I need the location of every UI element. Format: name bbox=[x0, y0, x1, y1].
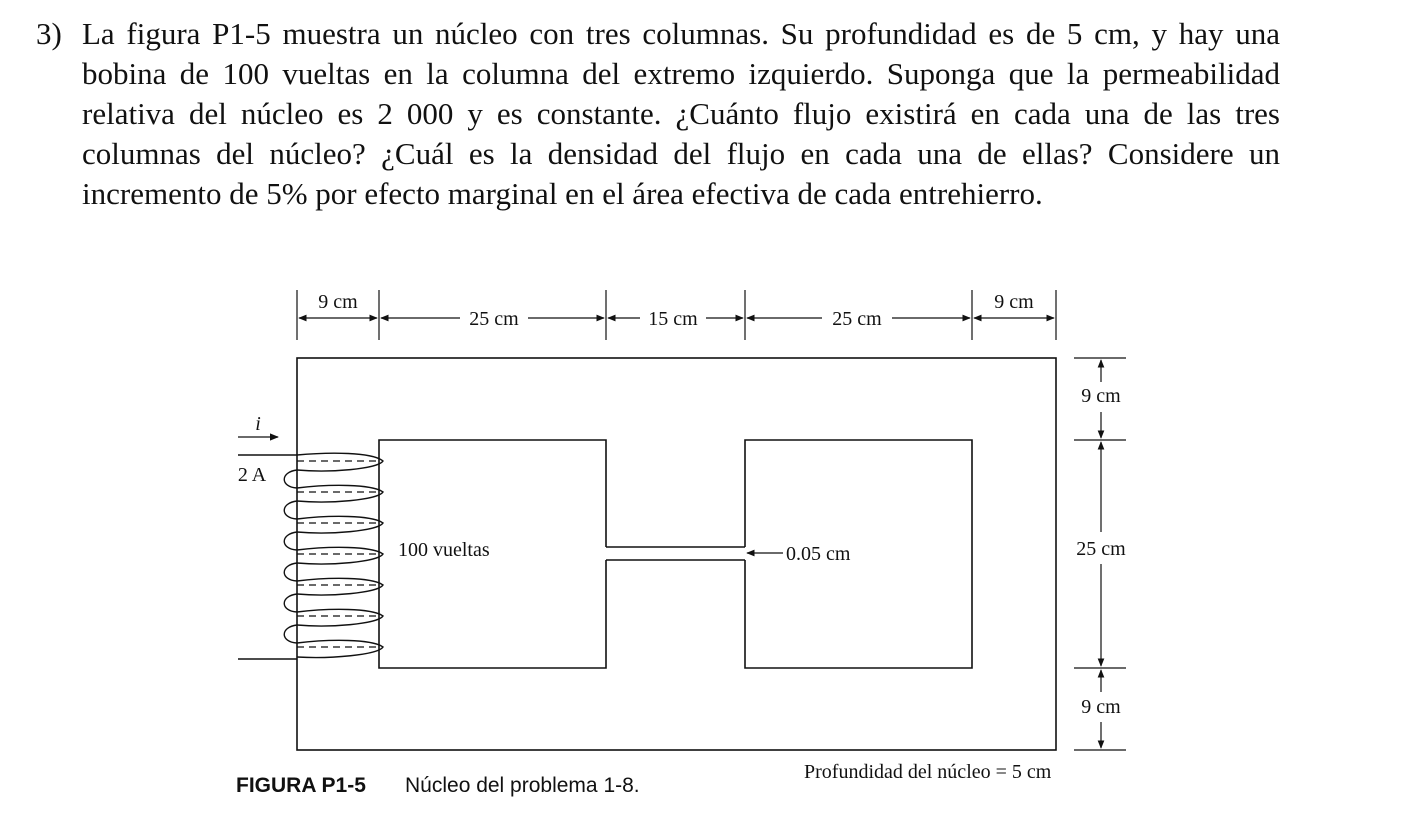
dim-top-center-leg: 15 cm bbox=[648, 308, 698, 330]
core-right-window bbox=[745, 440, 972, 668]
dim-top-left-window: 25 cm bbox=[469, 308, 519, 330]
coil-hidden-windings bbox=[297, 461, 379, 647]
problem-number: 3) bbox=[36, 16, 62, 51]
current-value: 2 A bbox=[237, 464, 267, 486]
dim-right-top-yoke: 9 cm bbox=[1081, 385, 1121, 407]
figure-caption-text: Núcleo del problema 1-8. bbox=[405, 774, 640, 797]
dim-top-left-leg: 9 cm bbox=[318, 291, 358, 313]
figure-caption-label: FIGURA P1-5 bbox=[236, 774, 366, 797]
current-symbol: i bbox=[255, 413, 261, 435]
dim-right-bottom-yoke: 9 cm bbox=[1081, 696, 1121, 718]
dim-top-right-window: 25 cm bbox=[832, 308, 882, 330]
gap-label: 0.05 cm bbox=[786, 543, 851, 565]
turns-label: 100 vueltas bbox=[398, 539, 490, 561]
dim-top-right-leg: 9 cm bbox=[994, 291, 1034, 313]
depth-note: Profundidad del núcleo = 5 cm bbox=[804, 761, 1052, 783]
problem-text: La figura P1-5 muestra un núcleo con tres columnas. Su profundidad es de 5 cm, y hay una bobina de 100 vueltas en la columna del extremo izquierdo. Suponga que la permeabilidad relativa del núcleo es 2 000 y es constante. ¿Cuánto flujo existirá en cada una de las tres columnas del núcleo? ¿Cuál es la densidad del flujo en cada una de ellas? Considere un incremento de 5% por efecto marginal en el área efectiva de cada entrehierro. bbox=[82, 16, 1280, 211]
dim-right-window-height: 25 cm bbox=[1076, 538, 1126, 560]
